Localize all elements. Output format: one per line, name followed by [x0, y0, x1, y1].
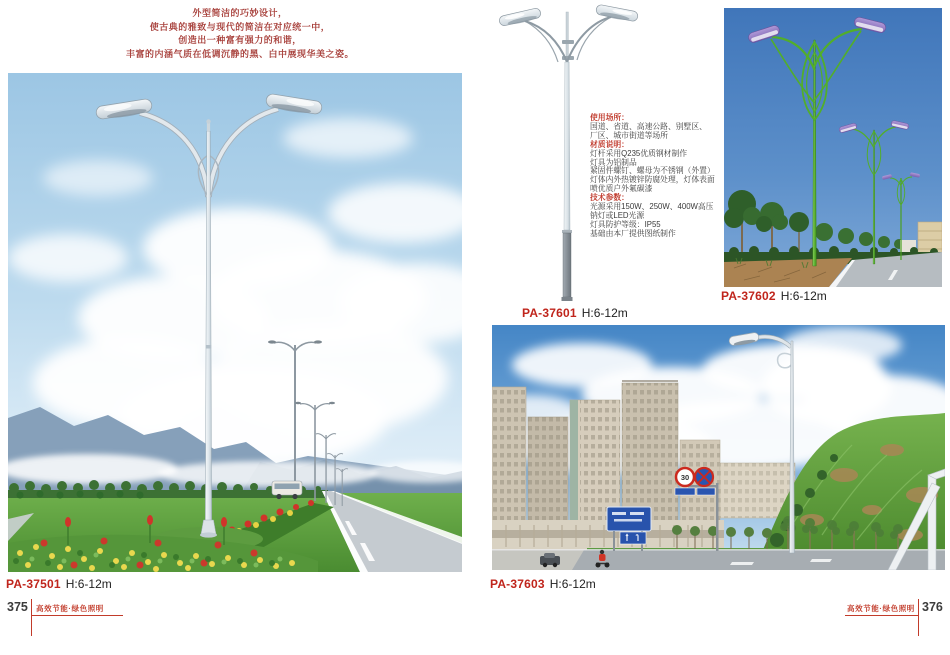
- spec-line: 灯具防护等级：IP55: [590, 219, 661, 229]
- label-pa37501: [6, 577, 112, 591]
- product-code: PA-37601: [522, 306, 577, 320]
- speed-limit-value: 30: [680, 473, 690, 482]
- product-photo-pa37602: [724, 8, 942, 287]
- spec-text: [590, 114, 740, 239]
- product-photo-pa37603: [492, 325, 945, 570]
- spec-line: 紧固件螺钉、螺母为不锈钢（外置）: [590, 166, 715, 176]
- pa37603-scene: [492, 325, 945, 570]
- product-code: PA-37602: [721, 289, 776, 303]
- label-pa37601: [522, 306, 628, 320]
- page-number-right: 376: [922, 600, 943, 614]
- intro-line: 使古典的雅致与现代的简洁在对应统一中，: [149, 21, 331, 32]
- footer-underline-left: [31, 615, 123, 616]
- spec-line: 喷优质户外氟碳漆: [590, 184, 653, 194]
- spec-heading: 使用场所：: [590, 113, 629, 122]
- spec-line: 光源采用150W、250W、400W高压: [590, 202, 714, 212]
- page-number-left: 375: [7, 600, 28, 614]
- pole: [564, 62, 570, 230]
- pa37602-scene: [724, 8, 942, 287]
- spec-line: 灯体内外热镀锌防腐处理，灯体表面: [590, 175, 715, 185]
- footer-divider-right: [918, 599, 919, 636]
- footer-slogan-right: 高效节能·绿色照明: [847, 604, 915, 613]
- product-height: H:6-12m: [581, 306, 628, 320]
- pa37501-scene: [8, 73, 462, 572]
- product-height: H:6-12m: [780, 289, 827, 303]
- label-pa37602: [721, 289, 827, 303]
- lane-sign: [620, 532, 646, 544]
- spec-line: 厂区、城市街道等场所: [590, 130, 668, 140]
- spec-line: 钠灯或LED光源: [590, 210, 645, 220]
- footer-divider-left: [31, 599, 32, 636]
- spec-line: 灯杆采用Q235优质钢材制作: [590, 148, 688, 158]
- product-photo-pa37501: [8, 73, 462, 572]
- speed-limit-sign: [676, 468, 694, 486]
- product-height: H:6-12m: [549, 577, 596, 591]
- intro-line: 丰富的内涵气质在低调沉静的黑、白中展现华美之姿。: [125, 48, 354, 59]
- intro-line: 外型简洁的巧妙设计，: [192, 8, 288, 18]
- product-code: PA-37501: [6, 577, 61, 591]
- spec-heading: 材质说明：: [590, 139, 629, 149]
- intro-line: 创造出一种富有强力的和谐，: [178, 35, 302, 45]
- spec-line: 国道、省道、高速公路、别墅区、: [590, 121, 707, 131]
- no-stopping-sign: [695, 468, 713, 486]
- spec-line: 基础由本厂提供图纸制作: [590, 228, 676, 238]
- label-pa37603: [490, 577, 596, 591]
- product-height: H:6-12m: [65, 577, 112, 591]
- footer-slogan-left: 高效节能·绿色照明: [36, 604, 104, 613]
- spec-heading: 技术参数：: [590, 193, 629, 203]
- spec-line: 灯具为铝制品: [590, 157, 637, 167]
- intro-text: [60, 7, 420, 61]
- pole-base: [563, 233, 571, 297]
- product-code: PA-37603: [490, 577, 545, 591]
- footer-underline-right: [845, 615, 918, 616]
